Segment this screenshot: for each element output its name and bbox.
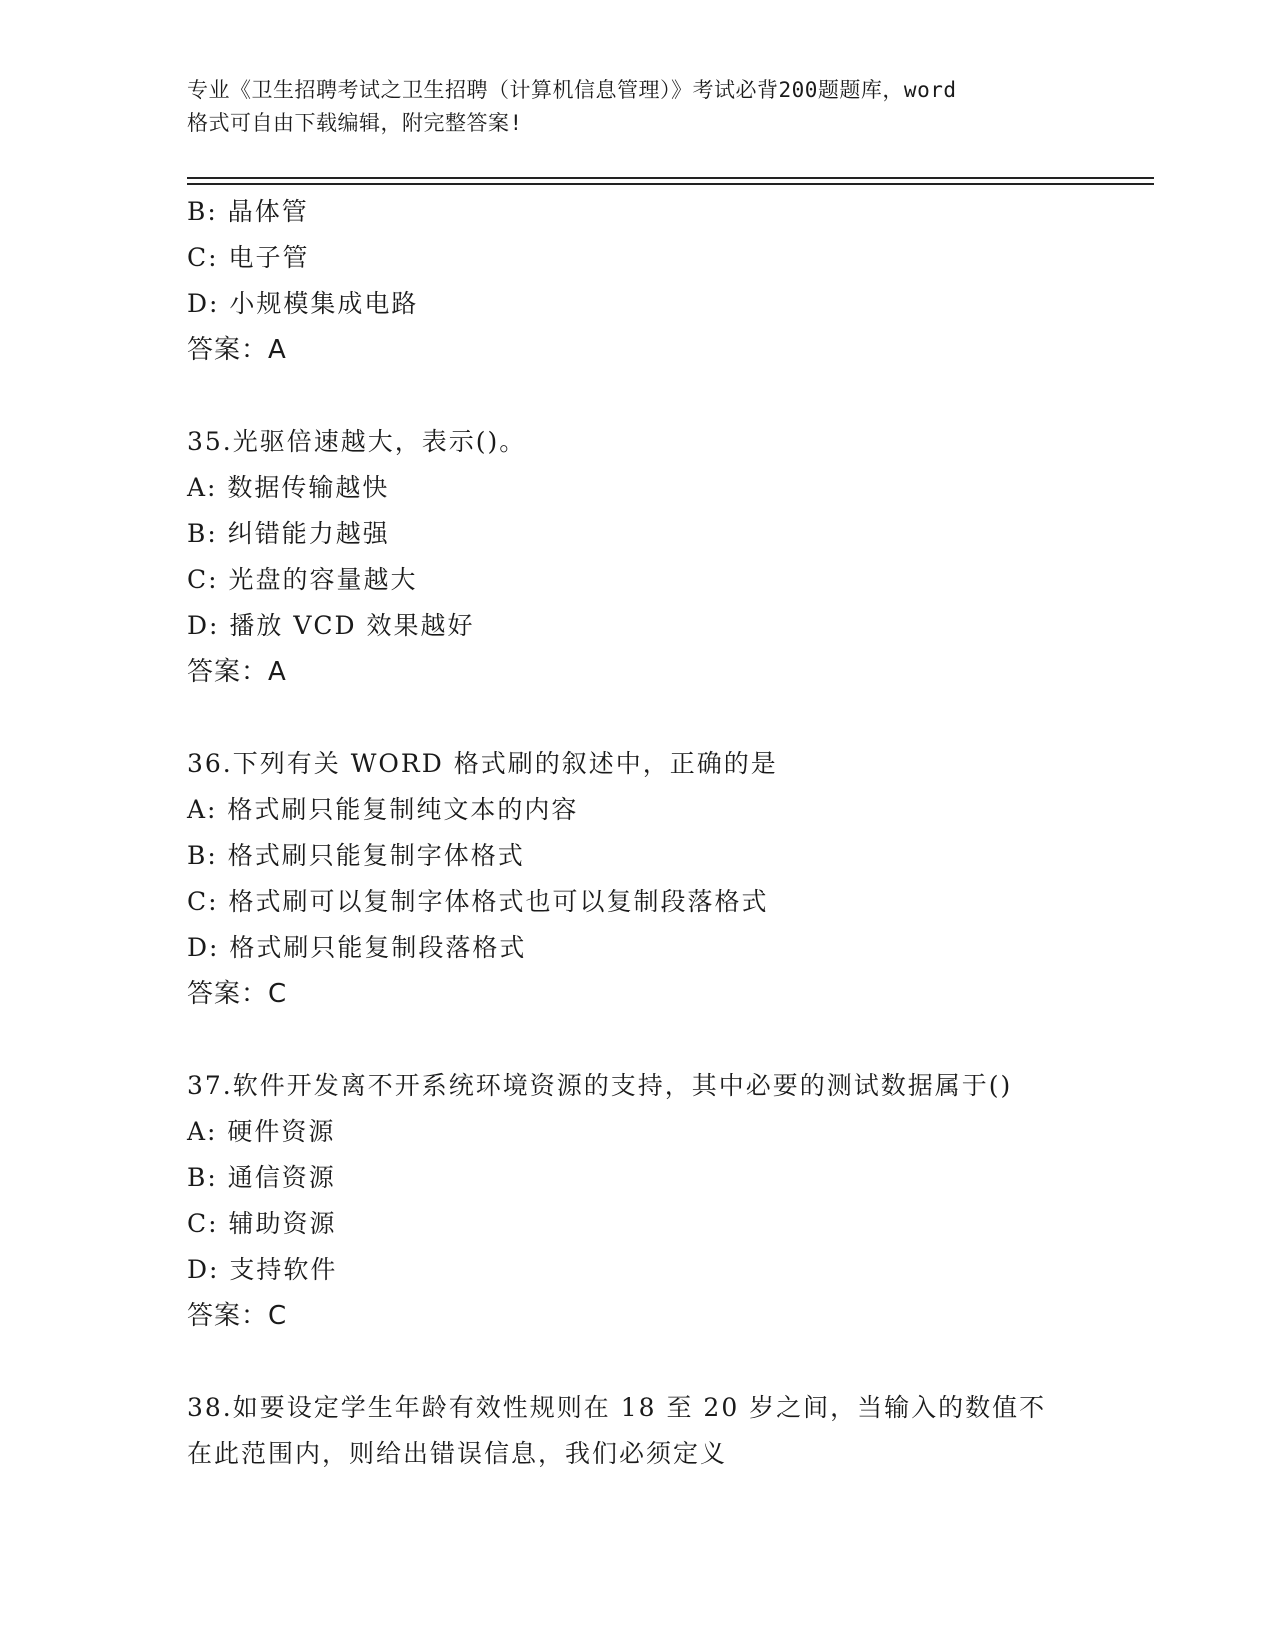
question-text: 36.下列有关 WORD 格式刷的叙述中，正确的是 bbox=[187, 749, 778, 778]
question-35 bbox=[187, 419, 1087, 695]
option-c: C: 辅助资源 bbox=[187, 1209, 337, 1238]
answer: 答案：C bbox=[187, 1301, 288, 1331]
answer: 答案：A bbox=[187, 657, 287, 687]
document-header bbox=[187, 74, 1087, 140]
header-divider-top bbox=[187, 177, 1154, 179]
option-b: B: 纠错能力越强 bbox=[187, 519, 390, 548]
question-text: 35.光驱倍速越大，表示()。 bbox=[187, 427, 527, 456]
option-d: D: 小规模集成电路 bbox=[187, 289, 419, 318]
question-34-continued bbox=[187, 189, 1087, 373]
option-d: D: 支持软件 bbox=[187, 1255, 338, 1284]
option-c: C: 光盘的容量越大 bbox=[187, 565, 418, 594]
question-list bbox=[187, 189, 1087, 1477]
answer: 答案：C bbox=[187, 979, 288, 1009]
option-b: B: 格式刷只能复制字体格式 bbox=[187, 841, 525, 870]
question-37 bbox=[187, 1063, 1087, 1339]
question-36 bbox=[187, 741, 1087, 1017]
option-a: A: 数据传输越快 bbox=[187, 473, 390, 502]
option-b: B: 通信资源 bbox=[187, 1163, 336, 1192]
header-line-2: 格式可自由下载编辑，附完整答案! bbox=[187, 111, 523, 135]
option-b: B: 晶体管 bbox=[187, 197, 309, 226]
header-line-1: 专业《卫生招聘考试之卫生招聘（计算机信息管理）》考试必背200题题库，word bbox=[187, 78, 957, 102]
question-text-line-1: 38.如要设定学生年龄有效性规则在 18 至 20 岁之间，当输入的数值不 bbox=[187, 1393, 1047, 1422]
option-d: D: 格式刷只能复制段落格式 bbox=[187, 933, 527, 962]
question-text: 37.软件开发离不开系统环境资源的支持，其中必要的测试数据属于() bbox=[187, 1071, 1013, 1100]
option-c: C: 电子管 bbox=[187, 243, 310, 272]
answer: 答案：A bbox=[187, 335, 287, 365]
option-a: A: 格式刷只能复制纯文本的内容 bbox=[187, 795, 579, 824]
header-divider-bottom bbox=[187, 183, 1154, 185]
question-text-line-2: 在此范围内，则给出错误信息，我们必须定义 bbox=[187, 1439, 728, 1468]
option-a: A: 硬件资源 bbox=[187, 1117, 336, 1146]
question-38 bbox=[187, 1385, 1087, 1477]
option-c: C: 格式刷可以复制字体格式也可以复制段落格式 bbox=[187, 887, 769, 916]
option-d: D: 播放 VCD 效果越好 bbox=[187, 611, 475, 640]
